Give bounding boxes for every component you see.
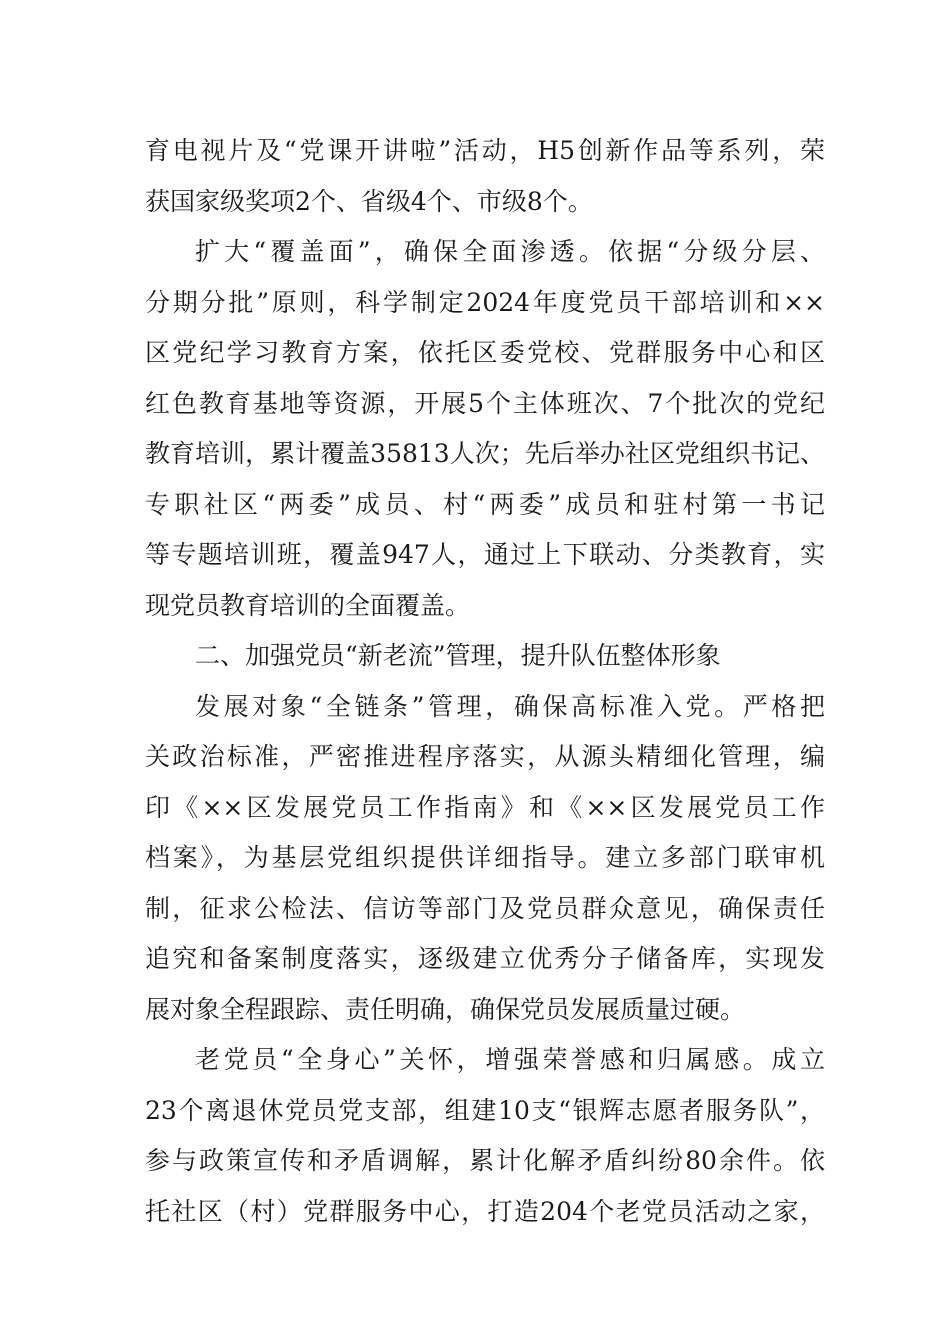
paragraph-line: 印《××区发展党员工作指南》和《××区发展党员工作 xyxy=(145,792,825,822)
paragraph-line: 参与政策宣传和矛盾调解，累计化解矛盾纠纷80余件。依 xyxy=(145,1146,825,1175)
paragraph-line: 23个离退休党员党支部，组建10支“银辉志愿者服务队”， xyxy=(145,1095,825,1125)
paragraph-line: 发展对象“全链条”管理，确保高标准入党。严格把 xyxy=(195,691,825,721)
paragraph-line: 追究和备案制度落实，逐级建立优秀分子储备库，实现发 xyxy=(145,944,825,973)
paragraph-line: 区党纪学习教育方案，依托区委党校、党群服务中心和区 xyxy=(145,338,825,367)
paragraph-line: 获国家级奖项2个、省级4个、市级8个。 xyxy=(145,186,593,216)
paragraph-line: 育电视片及“党课开讲啦”活动，H5创新作品等系列，荣 xyxy=(145,136,825,165)
paragraph-line: 专职社区“两委”成员、村“两委”成员和驻村第一书记 xyxy=(145,489,825,519)
paragraph-line: 分期分批”原则，科学制定2024年度党员干部培训和×× xyxy=(145,287,825,317)
paragraph-line: 托社区（村）党群服务中心，打造204个老党员活动之家， xyxy=(145,1196,825,1226)
paragraph-line: 关政治标准，严密推进程序落实，从源头精细化管理，编 xyxy=(145,742,825,771)
paragraph-line: 制，征求公检法、信访等部门及党员群众意见，确保责任 xyxy=(145,893,825,923)
section-heading: 二、加强党员“新老流”管理，提升队伍整体形象 xyxy=(195,641,721,670)
document-body xyxy=(145,126,825,1237)
paragraph-line: 扩大“覆盖面”，确保全面渗透。依据“分级分层、 xyxy=(195,237,825,266)
paragraph-line: 档案》，为基层党组织提供详细指导。建立多部门联审机 xyxy=(145,843,825,872)
paragraph-line: 展对象全程跟踪、责任明确，确保党员发展质量过硬。 xyxy=(145,994,746,1024)
paragraph-line: 等专题培训班，覆盖947人，通过上下联动、分类教育，实 xyxy=(145,540,825,569)
paragraph-line: 老党员“全身心”关怀，增强荣誉感和归属感。成立 xyxy=(195,1045,825,1074)
paragraph-line: 现党员教育培训的全面覆盖。 xyxy=(145,590,471,620)
paragraph-line: 教育培训，累计覆盖35813人次；先后举办社区党组织书记、 xyxy=(145,439,825,468)
paragraph-line: 红色教育基地等资源，开展5个主体班次、7个批次的党纪 xyxy=(145,388,825,418)
